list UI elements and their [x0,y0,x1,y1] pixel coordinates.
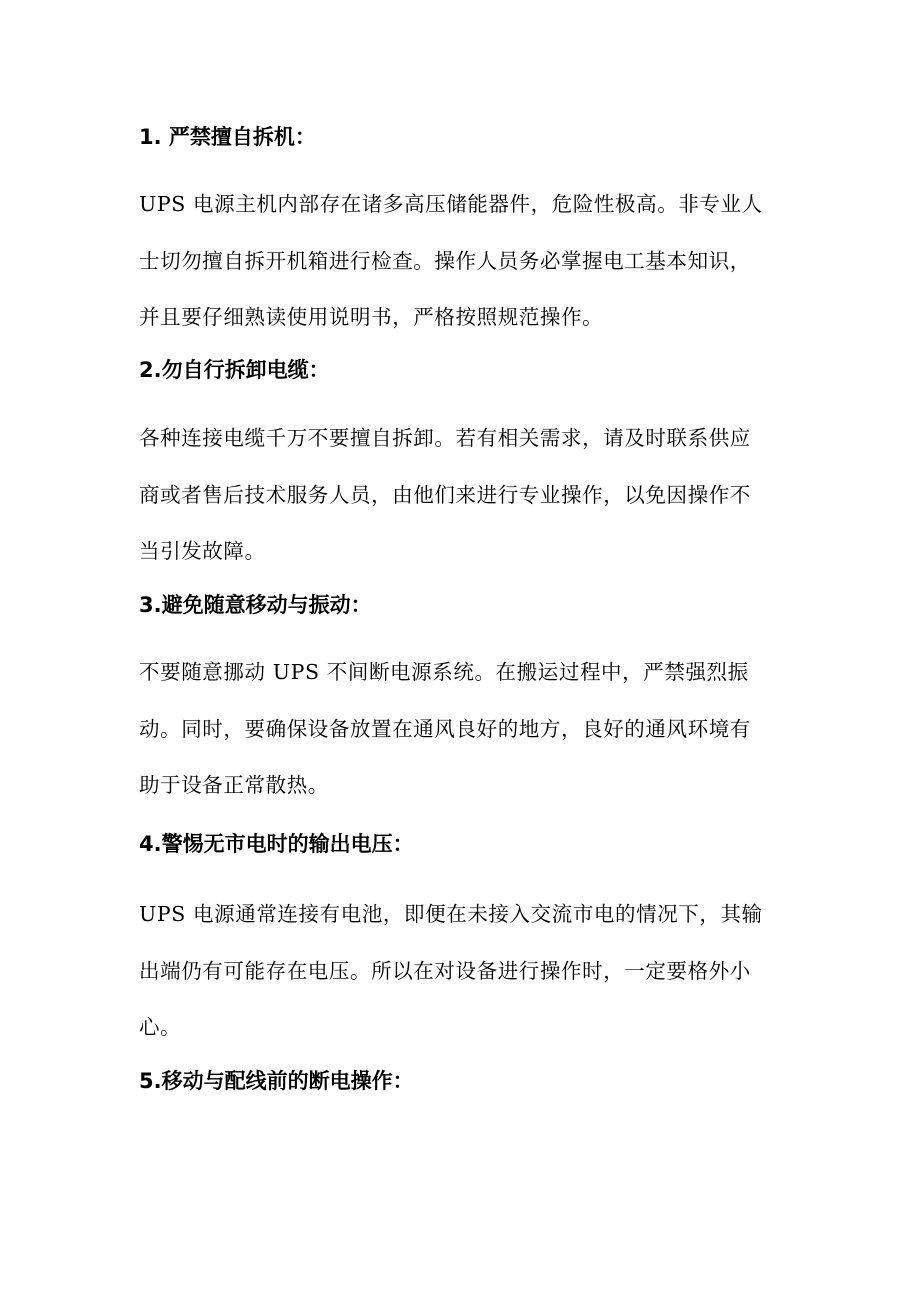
section-1-body [139,176,779,346]
paragraph-line: UPS 电源主机内部存在诸多高压储能器件，危险性极高。非专业人 [139,192,763,216]
paragraph-line: 商或者售后技术服务人员，由他们来进行专业操作，以免因操作不 [139,482,751,507]
paragraph-line: 动。同时，要确保设备放置在通风良好的地方，良好的通风环境有 [139,716,751,741]
section-5-heading: 5.移动与配线前的断电操作： [139,1069,414,1093]
paragraph-line: 士切勿擅自拆开机箱进行检查。操作人员务必掌握电工基本知识， [139,248,751,273]
section-2-body [139,410,779,580]
section-1 [139,122,789,329]
section-4 [139,829,789,1039]
paragraph-line: 助于设备正常散热。 [139,773,329,797]
section-3-heading: 3.避免随意移动与振动： [139,593,372,617]
section-5 [139,1066,789,1096]
paragraph-line: 当引发故障。 [139,539,266,563]
paragraph-line: 出端仍有可能存在电压。所以在对设备进行操作时，一定要格外小 [139,958,751,983]
section-4-heading: 4.警惕无市电时的输出电压： [139,832,414,856]
paragraph-line: 心。 [139,1015,182,1039]
section-3-body [139,644,779,814]
section-2-heading: 2.勿自行拆卸电缆： [139,358,330,382]
section-1-heading: 1. 严禁擅自拆机： [139,125,316,149]
section-4-body [139,886,779,1056]
paragraph-line: 不要随意挪动 UPS 不间断电源系统。在搬运过程中，严禁强烈振 [139,660,749,684]
section-2 [139,355,789,563]
paragraph-line: 各种连接电缆千万不要擅自拆卸。若有相关需求，请及时联系供应 [139,426,751,450]
paragraph-line: UPS 电源通常连接有电池，即便在未接入交流市电的情况下，其输 [139,902,763,926]
section-3 [139,590,789,797]
paragraph-line: 并且要仔细熟读使用说明书，严格按照规范操作。 [139,305,604,329]
